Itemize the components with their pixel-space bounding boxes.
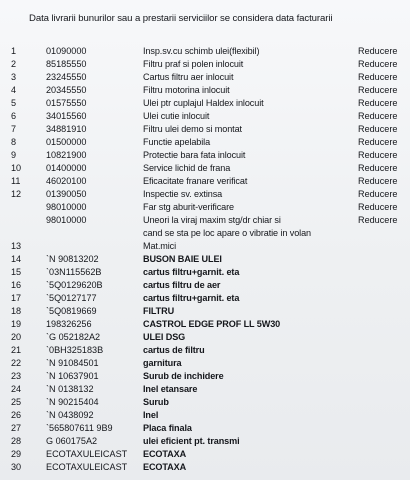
line-code: 01575550 (46, 98, 87, 108)
line-description: ULEI DSG (143, 332, 186, 342)
line-action: Reducere (358, 124, 398, 134)
invoice-line (0, 201, 410, 214)
line-code: 98010000 (46, 215, 87, 225)
line-code: `03N115562B (46, 267, 102, 277)
line-description: FILTRU (143, 306, 175, 316)
line-description: Ulei cutie inlocuit (143, 111, 210, 121)
line-code: `0BH325183B (46, 345, 104, 355)
line-description: Surub de inchidere (143, 371, 224, 381)
invoice-line (0, 253, 410, 266)
line-description: Far stg aburit-verificare (143, 202, 234, 212)
line-number: 25 (11, 397, 22, 407)
line-description: Eficacitate franare verificat (143, 176, 248, 186)
line-number: 26 (11, 410, 22, 420)
line-number: 11 (11, 176, 21, 186)
invoice-line (0, 227, 410, 240)
line-description: CASTROL EDGE PROF LL 5W30 (143, 319, 281, 329)
line-description: Placa finala (143, 423, 192, 433)
line-description: cartus filtru+garnit. eta (143, 293, 240, 303)
line-number: 12 (11, 189, 22, 199)
line-code: `N 91084501 (46, 358, 99, 368)
line-code: 85185550 (46, 59, 87, 69)
line-action: Reducere (358, 202, 398, 212)
line-number: 17 (11, 293, 22, 303)
line-description: cartus filtru+garnit. eta (143, 267, 240, 277)
line-number: 10 (11, 163, 22, 173)
line-code: `G 052182A2 (46, 332, 101, 342)
line-number: 18 (11, 306, 22, 316)
line-number: 27 (11, 423, 22, 433)
line-description: Mat.mici (143, 241, 177, 251)
invoice-line (0, 331, 410, 344)
line-number: 23 (11, 371, 22, 381)
invoice-line (0, 422, 410, 435)
line-description: cartus de filtru (143, 345, 205, 355)
invoice-line (0, 149, 410, 162)
line-number: 13 (11, 241, 22, 251)
invoice-line (0, 383, 410, 396)
line-description: Filtru praf si polen inlocuit (143, 59, 244, 69)
line-code: `N 0138132 (46, 384, 94, 394)
line-code: 01390050 (46, 189, 87, 199)
invoice-line (0, 45, 410, 58)
line-number: 16 (11, 280, 22, 290)
invoice-line (0, 396, 410, 409)
line-number: 29 (11, 449, 22, 459)
line-action: Reducere (358, 59, 398, 69)
line-number: 3 (11, 72, 17, 82)
line-action: Reducere (358, 215, 398, 225)
line-description: ECOTAXA (143, 449, 187, 459)
line-number: 21 (11, 345, 22, 355)
invoice-line (0, 344, 410, 357)
invoice-line (0, 305, 410, 318)
line-code: 10821900 (46, 150, 87, 160)
line-action: Reducere (358, 176, 398, 186)
line-code: 98010000 (46, 202, 87, 212)
line-description: Surub (143, 397, 169, 407)
line-number: 28 (11, 436, 22, 446)
line-description: Functie apelabila (143, 137, 211, 147)
line-description: Service lichid de frana (143, 163, 231, 173)
line-code: 23245550 (46, 72, 87, 82)
invoice-line (0, 370, 410, 383)
invoice-line (0, 58, 410, 71)
line-code: `5Q0129620B (46, 280, 103, 290)
line-code: 198326256 (46, 319, 92, 329)
line-code: ECOTAXULEICAST (46, 462, 128, 472)
line-action: Reducere (358, 150, 398, 160)
line-description: cand se sta pe loc apare o vibratie in volan (143, 228, 311, 238)
line-action: Reducere (358, 163, 398, 173)
line-code: 01500000 (46, 137, 87, 147)
line-description: Cartus filtru aer inlocuit (143, 72, 234, 82)
line-number: 5 (11, 98, 17, 108)
line-code: 46020100 (46, 176, 87, 186)
line-description: Inel (143, 410, 159, 420)
line-description: garnitura (143, 358, 182, 368)
line-description: BUSON BAIE ULEI (143, 254, 222, 264)
invoice-heading: Data livrarii bunurilor sau a prestarii serviciilor se considera data facturarii (29, 13, 333, 24)
invoice-line (0, 448, 410, 461)
invoice-line (0, 357, 410, 370)
line-number: 20 (11, 332, 22, 342)
line-code: ECOTAXULEICAST (46, 449, 128, 459)
invoice-line (0, 71, 410, 84)
line-action: Reducere (358, 137, 398, 147)
line-number: 6 (11, 111, 17, 121)
line-description: Inspectie sv. extinsa (143, 189, 223, 199)
line-number: 15 (11, 267, 22, 277)
invoice-line (0, 279, 410, 292)
line-code: `5Q0819669 (46, 306, 97, 316)
line-number: 14 (11, 254, 22, 264)
line-action: Reducere (358, 189, 398, 199)
invoice-line (0, 409, 410, 422)
line-code: `N 90215404 (46, 397, 99, 407)
invoice-line (0, 461, 410, 474)
invoice-line (0, 318, 410, 331)
line-number: 7 (11, 124, 17, 134)
line-description: Protectie bara fata inlocuit (143, 150, 246, 160)
line-code: 34881910 (46, 124, 87, 134)
invoice-line (0, 97, 410, 110)
line-number: 9 (11, 150, 17, 160)
line-number: 22 (11, 358, 22, 368)
line-code: 01090000 (46, 46, 87, 56)
invoice-line (0, 175, 410, 188)
line-number: 30 (11, 462, 22, 472)
invoice-line (0, 84, 410, 97)
line-number: 8 (11, 137, 17, 147)
line-description: ulei eficient pt. transmi (143, 436, 240, 446)
invoice-line (0, 240, 410, 253)
line-description: Uneori la viraj maxim stg/dr chiar si (143, 215, 281, 225)
line-number: 1 (11, 46, 17, 56)
line-description: Filtru motorina inlocuit (143, 85, 230, 95)
line-action: Reducere (358, 46, 398, 56)
line-number: 24 (11, 384, 22, 394)
invoice-line (0, 188, 410, 201)
invoice-line (0, 136, 410, 149)
line-description: Inel etansare (143, 384, 198, 394)
line-code: 01400000 (46, 163, 87, 173)
line-number: 4 (11, 85, 17, 95)
line-number: 19 (11, 319, 22, 329)
invoice-line (0, 162, 410, 175)
line-description: Insp.sv.cu schimb ulei(flexibil) (143, 46, 260, 56)
line-code: `N 0438092 (46, 410, 94, 420)
invoice-line (0, 292, 410, 305)
line-action: Reducere (358, 85, 398, 95)
line-code: 20345550 (46, 85, 87, 95)
line-description: cartus filtru de aer (143, 280, 221, 290)
line-code: `565807611 9B9 (46, 423, 113, 433)
invoice-line (0, 214, 410, 227)
line-action: Reducere (358, 98, 398, 108)
line-action: Reducere (358, 111, 398, 121)
line-code: 34015560 (46, 111, 87, 121)
invoice-line (0, 110, 410, 123)
line-description: Ulei ptr cuplajul Haldex inlocuit (143, 98, 264, 108)
line-code: `N 10637901 (46, 371, 99, 381)
invoice-line (0, 435, 410, 448)
line-code: G 060175A2 (46, 436, 98, 446)
line-action: Reducere (358, 72, 398, 82)
line-number: 2 (11, 59, 17, 69)
line-code: `5Q0127177 (46, 293, 97, 303)
invoice-line (0, 266, 410, 279)
line-description: ECOTAXA (143, 462, 187, 472)
invoice-line (0, 123, 410, 136)
line-description: Filtru ulei demo si montat (143, 124, 242, 134)
line-code: `N 90813202 (46, 254, 99, 264)
